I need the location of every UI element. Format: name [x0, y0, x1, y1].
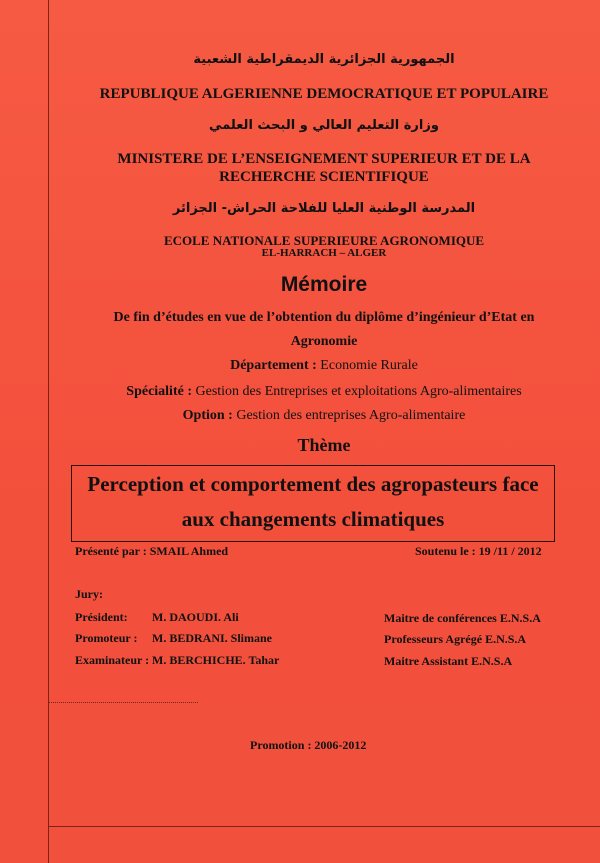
jury-role: Examinateur :: [75, 653, 150, 667]
arabic-ministry-heading: وزارة التعليم العالي و البحث العلمي: [209, 118, 439, 133]
defense-date: Soutenu le : 19 /11 / 2012: [415, 544, 542, 558]
republic-heading: REPUBLIQUE ALGERIENNE DEMOCRATIQUE ET POPULAIRE: [99, 86, 549, 102]
speciality-value: Gestion des Entreprises et exploitations Agro-alimentaires: [195, 384, 522, 399]
theme-box: [71, 465, 555, 542]
jury-member-title: Maitre de conférences E.N.S.A: [384, 611, 541, 625]
school-heading-line2: EL-HARRACH – ALGER: [261, 247, 387, 259]
jury-label: Jury:: [75, 587, 103, 601]
theme-label: Thème: [297, 435, 351, 455]
theme-title-line1: Perception et comportement des agropasteurs face: [87, 472, 539, 496]
option-line: [48, 408, 600, 424]
memoire-subtitle-line1: De fin d’études en vue de l’obtention du diplôme d’ingénieur d’Etat en: [113, 310, 535, 325]
promotion-line: Promotion : 2006-2012: [250, 738, 367, 752]
jury-member-name: M. DAOUDI. Ali: [152, 610, 239, 624]
memoire-subtitle-line2: Agronomie: [290, 334, 358, 349]
jury-role: Promoteur :: [75, 631, 138, 645]
jury-member-title: Maitre Assistant E.N.S.A: [384, 654, 513, 668]
bottom-margin-line: [48, 826, 600, 827]
presented-by: Présenté par : SMAIL Ahmed: [75, 544, 229, 558]
option-label: Option :: [182, 408, 233, 423]
jury-role: Président:: [75, 610, 128, 624]
theme-title-line2: aux changements climatiques: [181, 507, 445, 531]
memoire-title: Mémoire: [280, 273, 368, 296]
speciality-line: [48, 384, 600, 400]
option-value: Gestion des entreprises Agro-alimentaire: [236, 408, 466, 423]
jury-member-name: M. BEDRANI. Slimane: [152, 631, 273, 645]
department-label: Département :: [230, 358, 317, 373]
jury-member-title: Professeurs Agrégé E.N.S.A: [384, 632, 527, 646]
speciality-label: Spécialité :: [126, 384, 192, 399]
school-heading-line1: ECOLE NATIONALE SUPERIEURE AGRONOMIQUE: [163, 233, 485, 248]
department-value: Economie Rurale: [320, 358, 418, 373]
jury-member-name: M. BERCHICHE. Tahar: [152, 653, 280, 667]
ministry-heading-line1: MINISTERE DE L’ENSEIGNEMENT SUPERIEUR ET DE LA: [117, 151, 531, 167]
arabic-republic-heading: الجمهورية الجزائرية الديمقراطية الشعبية: [193, 52, 455, 67]
arabic-school-heading: المدرسة الوطنية العليا للفلاحة الحراش- الجزائر: [172, 201, 476, 216]
department-line: [48, 358, 600, 374]
ministry-heading-line2: RECHERCHE SCIENTIFIQUE: [219, 169, 429, 185]
scan-artifact-line: [48, 702, 198, 703]
